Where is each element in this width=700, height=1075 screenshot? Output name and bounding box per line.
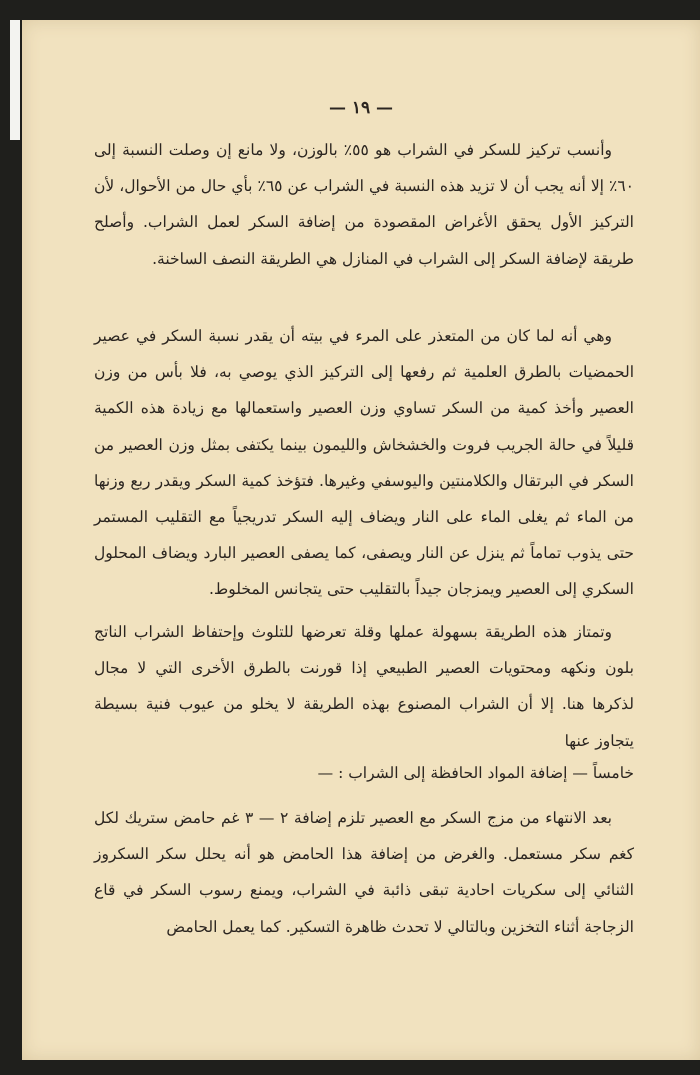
paragraph-sugar-concentration (94, 132, 634, 277)
paragraph-text: وتمتاز هذه الطريقة بسهولة عملها وقلة تعرضها للتلوث وإحتفاظ الشراب الناتج بلون ونكهه ومحتويات العصير الطبيعي إذا قورنت بالطرق الأخرى التي لا مجال لذكرها هنا. إلا أن الشراب المصنوع بهذه الطريقة لا يخلو من عيوب فنية بسيطة يتجاوز عنها (94, 623, 634, 750)
paragraph-text: وهي أنه لما كان من المتعذر على المرء في بيته أن يقدر نسبة السكر في عصير الحمضيات بالطرق العلمية ثم رفعها إلى التركيز الذي يوصي به، فلا بأس من وزن العصير وأخذ كمية من السكر تساوي وزن العصير واستعمالها مع زيادة هذه الكمية قليلاً في حالة الجريب فروت والخشخاش والليمون بينما يكتفى بمثل وزن العصير من السكر في البرتقال والكلامنتين واليوسفي وغيرها. فتؤخذ كمية السكر ويقدر ربع وزنها من الماء ثم يغلى الماء على النار ويضاف إليه السكر تدريجياً مع التقليب المستمر حتى يذوب تماماً ثم ينزل عن النار ويصفى، كما يصفى العصير البارد ويضاف المحلول السكري إلى العصير ويمزجان جيداً بالتقليب حتى يتجانس المخلوط. (94, 327, 634, 599)
paragraph-text: بعد الانتهاء من مزج السكر مع العصير تلزم إضافة ٢ — ٣ غم حامض ستريك لكل كغم سكر مستعمل. والغرض من إضافة هذا الحامض هو أنه يحلل سكر السكروز الثنائي إلى سكريات احادية تبقى ذائبة في الشراب، ويمنع رسوب السكر في قاع الزجاجة أثناء التخزين وبالتالي لا تحدث ظاهرة التسكير. كما يعمل الحامض (94, 809, 634, 936)
paragraph-advantages (94, 614, 634, 759)
book-page (22, 20, 700, 1060)
paragraph-method (94, 318, 634, 608)
paragraph-preservatives (94, 800, 634, 945)
page-number: — ١٩ — (328, 98, 394, 118)
paragraph-text: وأنسب تركيز للسكر في الشراب هو ٥٥٪ بالوزن، ولا مانع إن وصلت النسبة إلى ٦٠٪ إلا أنه يجب أن لا تزيد هذه النسبة في الشراب عن ٦٥٪ بأي حال من الأحوال، لأن التركيز الأول يحقق الأغراض المقصودة من إضافة السكر لعمل الشراب. وأصلح طريقة لإضافة السكر إلى الشراب في المنازل هي الطريقة النصف الساخنة. (94, 141, 634, 268)
section-subheading (94, 755, 634, 791)
subheading-text: خامساً — إضافة المواد الحافظة إلى الشراب : — (317, 764, 634, 782)
binding-edge (10, 20, 20, 140)
